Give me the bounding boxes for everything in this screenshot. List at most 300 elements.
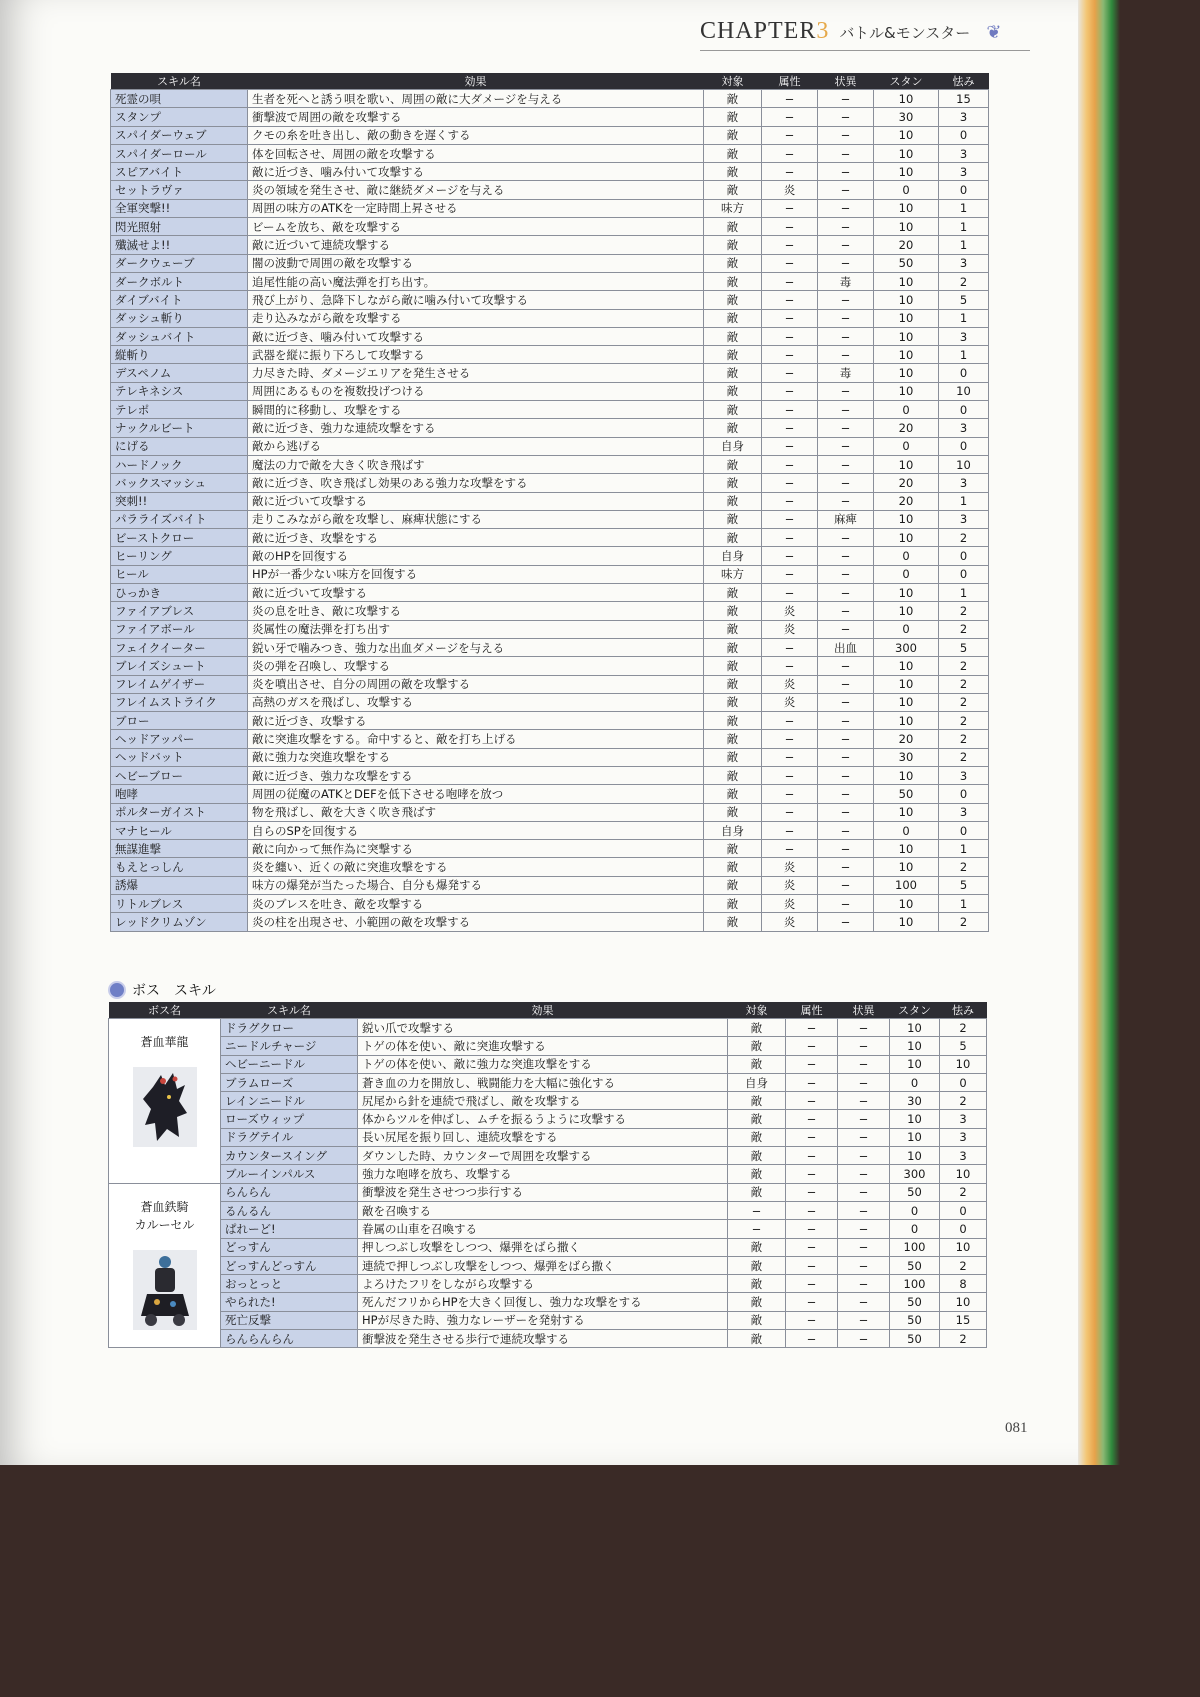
- table-cell: 強力な咆哮を放ち、攻撃する: [358, 1165, 728, 1183]
- table-cell: −: [762, 254, 818, 272]
- table-cell: 味方: [704, 199, 762, 217]
- table-cell: 50: [874, 254, 939, 272]
- table-cell: 敵: [704, 638, 762, 656]
- table-row: [111, 163, 989, 181]
- table-cell: 鋭い牙で噛みつき、強力な出血ダメージを与える: [248, 638, 704, 656]
- skill-name-cell: にげる: [111, 437, 248, 455]
- table-cell: 生者を死へと誘う唄を歌い、周囲の敵に大ダメージを与える: [248, 90, 704, 108]
- skill-name-cell: ファイアブレス: [111, 602, 248, 620]
- table-cell: 2: [940, 1183, 987, 1201]
- table-cell: 敵: [728, 1256, 786, 1274]
- table-cell: −: [838, 1019, 890, 1037]
- table-cell: −: [728, 1201, 786, 1219]
- column-header: 怯み: [940, 1002, 987, 1019]
- table-cell: −: [838, 1147, 890, 1165]
- boss-subname: カルーセル: [134, 1217, 195, 1232]
- table-cell: HPが一番少ない味方を回復する: [248, 565, 704, 583]
- table-cell: 0: [874, 437, 939, 455]
- table-cell: 周囲の味方のATKを一定時間上昇させる: [248, 199, 704, 217]
- skill-name-cell: 咆哮: [111, 785, 248, 803]
- table-cell: 敵: [704, 693, 762, 711]
- table-cell: −: [762, 565, 818, 583]
- table-cell: 敵: [704, 163, 762, 181]
- table-cell: 炎: [762, 620, 818, 638]
- table-cell: 0: [939, 785, 989, 803]
- table-cell: クモの糸を吐き出し、敵の動きを遅くする: [248, 126, 704, 144]
- table-cell: 敵: [704, 785, 762, 803]
- table-cell: 炎属性の魔法弾を打ち出す: [248, 620, 704, 638]
- table-row: [111, 766, 989, 784]
- table-cell: 炎: [762, 675, 818, 693]
- skill-name-cell: るんるん: [221, 1201, 358, 1219]
- table-cell: 10: [890, 1110, 940, 1128]
- table-cell: 1: [939, 309, 989, 327]
- table-cell: 1: [939, 492, 989, 510]
- table-cell: −: [762, 126, 818, 144]
- table-cell: 3: [939, 803, 989, 821]
- boss-portrait: [133, 1067, 197, 1147]
- table-row: [111, 236, 989, 254]
- column-header: 効果: [358, 1002, 728, 1019]
- table-cell: −: [818, 529, 874, 547]
- table-cell: 敵: [704, 382, 762, 400]
- table-cell: 2: [939, 272, 989, 290]
- skill-name-cell: ハードノック: [111, 455, 248, 473]
- table-cell: −: [818, 712, 874, 730]
- table-cell: 10: [874, 657, 939, 675]
- table-cell: 敵: [728, 1147, 786, 1165]
- table-cell: −: [818, 565, 874, 583]
- table-cell: −: [762, 730, 818, 748]
- table-cell: 0: [940, 1201, 987, 1219]
- table-cell: 走り込みながら敵を攻撃する: [248, 309, 704, 327]
- table-cell: −: [762, 382, 818, 400]
- table-cell: 2: [940, 1330, 987, 1348]
- table-cell: 敵: [704, 620, 762, 638]
- table-cell: −: [818, 657, 874, 675]
- skill-name-cell: ナックルビート: [111, 419, 248, 437]
- skill-name-cell: デスペノム: [111, 364, 248, 382]
- skill-name-cell: セットラヴァ: [111, 181, 248, 199]
- table-cell: 10: [890, 1147, 940, 1165]
- skill-name-cell: ニードルチャージ: [221, 1037, 358, 1055]
- skill-name-cell: ヘビーブロー: [111, 766, 248, 784]
- table-cell: −: [762, 547, 818, 565]
- table-cell: −: [838, 1238, 890, 1256]
- table-cell: 味方: [704, 565, 762, 583]
- table-cell: −: [762, 236, 818, 254]
- table-cell: −: [762, 437, 818, 455]
- table-cell: 10: [890, 1055, 940, 1073]
- table-cell: 10: [874, 584, 939, 602]
- table-cell: 50: [890, 1311, 940, 1329]
- table-cell: −: [818, 803, 874, 821]
- table-cell: 0: [874, 181, 939, 199]
- table-cell: −: [838, 1220, 890, 1238]
- skill-name-cell: もえとっしん: [111, 858, 248, 876]
- table-cell: −: [838, 1110, 890, 1128]
- skill-name-cell: やられた!: [221, 1293, 358, 1311]
- column-header: 効果: [248, 73, 704, 90]
- table-cell: 10: [940, 1055, 987, 1073]
- table-cell: 敵に近づき、強力な連続攻撃をする: [248, 419, 704, 437]
- table-cell: −: [838, 1311, 890, 1329]
- table-cell: −: [786, 1165, 838, 1183]
- table-row: [111, 712, 989, 730]
- table-cell: 5: [939, 876, 989, 894]
- table-cell: 2: [939, 620, 989, 638]
- table-cell: 敵: [704, 419, 762, 437]
- table-cell: 敵: [728, 1110, 786, 1128]
- skill-name-cell: おっとっと: [221, 1275, 358, 1293]
- table-row: [111, 346, 989, 364]
- table-cell: 20: [874, 474, 939, 492]
- skill-name-cell: 全軍突撃!!: [111, 199, 248, 217]
- table-cell: 敵に近づいて攻撃する: [248, 584, 704, 602]
- table-cell: 10: [939, 382, 989, 400]
- column-header: スタン: [890, 1002, 940, 1019]
- skill-name-cell: らんらん: [221, 1183, 358, 1201]
- table-cell: 炎の息を吐き、敵に攻撃する: [248, 602, 704, 620]
- table-cell: −: [762, 638, 818, 656]
- table-cell: 0: [939, 364, 989, 382]
- monster-skill-table: [110, 73, 989, 932]
- table-cell: 敵: [704, 108, 762, 126]
- table-cell: 2: [939, 693, 989, 711]
- boss-portrait: [133, 1250, 197, 1330]
- table-cell: 敵: [728, 1128, 786, 1146]
- table-cell: −: [818, 126, 874, 144]
- table-cell: 敵: [728, 1183, 786, 1201]
- table-cell: 10: [874, 712, 939, 730]
- table-cell: 2: [939, 602, 989, 620]
- table-row: [111, 565, 989, 583]
- table-cell: 敵に強力な突進攻撃をする: [248, 748, 704, 766]
- table-row: [109, 1238, 987, 1256]
- table-row: [111, 895, 989, 913]
- table-row: [109, 1073, 987, 1091]
- table-cell: 敵: [728, 1238, 786, 1256]
- table-cell: 300: [874, 638, 939, 656]
- table-cell: −: [818, 437, 874, 455]
- table-cell: 10: [874, 510, 939, 528]
- table-cell: 100: [890, 1275, 940, 1293]
- table-cell: 1: [939, 840, 989, 858]
- table-row: [111, 876, 989, 894]
- table-cell: 衝撃波を発生させつつ歩行する: [358, 1183, 728, 1201]
- table-cell: 0: [890, 1201, 940, 1219]
- table-cell: 敵: [704, 858, 762, 876]
- table-cell: HPが尽きた時、強力なレーザーを発射する: [358, 1311, 728, 1329]
- table-cell: −: [786, 1238, 838, 1256]
- table-cell: −: [786, 1183, 838, 1201]
- table-cell: 炎: [762, 181, 818, 199]
- table-cell: 走りこみながら敵を攻撃し、麻痺状態にする: [248, 510, 704, 528]
- boss-table-header-row: [109, 1002, 987, 1019]
- table-cell: −: [786, 1275, 838, 1293]
- table-cell: −: [838, 1055, 890, 1073]
- table-cell: −: [838, 1293, 890, 1311]
- skill-name-cell: テレキネシス: [111, 382, 248, 400]
- table-cell: −: [728, 1220, 786, 1238]
- table-cell: ダウンした時、カウンターで周囲を攻撃する: [358, 1147, 728, 1165]
- table-cell: 炎: [762, 693, 818, 711]
- table-cell: −: [786, 1092, 838, 1110]
- table-cell: 敵に近づいて連続攻撃する: [248, 236, 704, 254]
- table-row: [111, 126, 989, 144]
- table-cell: −: [762, 163, 818, 181]
- table-cell: −: [818, 218, 874, 236]
- table-cell: トゲの体を使い、敵に強力な突進攻撃をする: [358, 1055, 728, 1073]
- skill-name-cell: ポルターガイスト: [111, 803, 248, 821]
- table-cell: 2: [940, 1019, 987, 1037]
- table-cell: 50: [890, 1256, 940, 1274]
- table-cell: 10: [874, 693, 939, 711]
- table-cell: 0: [890, 1220, 940, 1238]
- column-header: 怯み: [939, 73, 989, 90]
- table-cell: 敵: [704, 272, 762, 290]
- skill-name-cell: ドラグクロー: [221, 1019, 358, 1037]
- table-cell: 敵: [704, 766, 762, 784]
- table-cell: −: [818, 108, 874, 126]
- table-cell: 敵: [704, 657, 762, 675]
- table-cell: 8: [940, 1275, 987, 1293]
- table-cell: 敵: [704, 913, 762, 931]
- table-row: [111, 144, 989, 162]
- table-cell: −: [818, 675, 874, 693]
- table-cell: −: [818, 419, 874, 437]
- table-cell: 炎のブレスを吐き、敵を攻撃する: [248, 895, 704, 913]
- table-cell: 2: [939, 529, 989, 547]
- table-cell: −: [762, 218, 818, 236]
- skill-name-cell: リトルブレス: [111, 895, 248, 913]
- column-header: 状異: [818, 73, 874, 90]
- table-cell: よろけたフリをしながら攻撃する: [358, 1275, 728, 1293]
- skill-name-cell: スピアバイト: [111, 163, 248, 181]
- table-cell: 0: [939, 437, 989, 455]
- table-cell: −: [762, 309, 818, 327]
- table-cell: 敵: [704, 254, 762, 272]
- table-cell: 敵: [704, 748, 762, 766]
- table-cell: −: [786, 1293, 838, 1311]
- table-cell: −: [818, 90, 874, 108]
- table-cell: 2: [939, 657, 989, 675]
- table-cell: 50: [890, 1183, 940, 1201]
- table-cell: 20: [874, 730, 939, 748]
- skill-name-cell: ダッシュ斬り: [111, 309, 248, 327]
- table-cell: 敵に近づき、噛み付いて攻撃する: [248, 327, 704, 345]
- table-cell: 体からツルを伸ばし、ムチを振るうように攻撃する: [358, 1110, 728, 1128]
- table-row: [111, 693, 989, 711]
- table-cell: 敵: [704, 90, 762, 108]
- table-cell: 長い尻尾を振り回し、連続攻撃をする: [358, 1128, 728, 1146]
- page-number: 081: [1005, 1420, 1028, 1436]
- table-cell: 周囲にあるものを複数投げつける: [248, 382, 704, 400]
- skill-name-cell: ブラムローズ: [221, 1073, 358, 1091]
- table-cell: −: [762, 144, 818, 162]
- table-cell: 10: [874, 675, 939, 693]
- table-cell: −: [786, 1256, 838, 1274]
- table-cell: 30: [874, 108, 939, 126]
- table-cell: −: [762, 821, 818, 839]
- table-cell: −: [838, 1201, 890, 1219]
- table-cell: 50: [890, 1330, 940, 1348]
- table-cell: 衝撃波を発生させる歩行で連続攻撃する: [358, 1330, 728, 1348]
- boss-section-title-text: ボス スキル: [132, 983, 216, 999]
- table-row: [111, 840, 989, 858]
- table-cell: 敵: [704, 584, 762, 602]
- table-cell: −: [818, 163, 874, 181]
- table-cell: 炎: [762, 876, 818, 894]
- table-cell: 敵に近づき、噛み付いて攻撃する: [248, 163, 704, 181]
- table-cell: −: [786, 1147, 838, 1165]
- table-row: [111, 913, 989, 931]
- table-row: [111, 455, 989, 473]
- table-cell: −: [838, 1092, 890, 1110]
- table-cell: 尻尾から針を連続で飛ばし、敵を攻撃する: [358, 1092, 728, 1110]
- skill-name-cell: ビーストクロー: [111, 529, 248, 547]
- table-cell: 10: [940, 1165, 987, 1183]
- table-cell: 炎: [762, 602, 818, 620]
- table-cell: 10: [874, 291, 939, 309]
- table-cell: 体を回転させ、周囲の敵を攻撃する: [248, 144, 704, 162]
- table-row: [111, 602, 989, 620]
- table-cell: 敵: [704, 876, 762, 894]
- table-cell: 3: [939, 510, 989, 528]
- table-cell: −: [762, 529, 818, 547]
- table-row: [111, 620, 989, 638]
- column-header: スキル名: [111, 73, 248, 90]
- table-cell: 30: [890, 1092, 940, 1110]
- table-row: [109, 1256, 987, 1274]
- table-cell: 敵: [728, 1055, 786, 1073]
- table-cell: 周囲の従魔のATKとDEFを低下させる咆哮を放つ: [248, 785, 704, 803]
- table-cell: 100: [874, 876, 939, 894]
- table-cell: 麻痺: [818, 510, 874, 528]
- table-cell: −: [762, 803, 818, 821]
- skill-name-cell: スパイダーロール: [111, 144, 248, 162]
- table-cell: 10: [874, 895, 939, 913]
- table-cell: −: [818, 895, 874, 913]
- table-cell: −: [818, 492, 874, 510]
- skill-name-cell: ダークウェーブ: [111, 254, 248, 272]
- table-cell: 敵: [704, 126, 762, 144]
- skill-name-cell: ファイアボール: [111, 620, 248, 638]
- table-cell: 敵: [728, 1037, 786, 1055]
- table-cell: 0: [874, 547, 939, 565]
- table-cell: 2: [939, 858, 989, 876]
- header-divider: [700, 50, 1030, 51]
- table-cell: 2: [939, 913, 989, 931]
- table-cell: 10: [874, 803, 939, 821]
- skill-name-cell: バックスマッシュ: [111, 474, 248, 492]
- skill-name-cell: どっすんどっすん: [221, 1256, 358, 1274]
- table-cell: 10: [874, 346, 939, 364]
- table-row: [109, 1055, 987, 1073]
- table-cell: 3: [939, 144, 989, 162]
- table-cell: 敵に向かって無作為に突撃する: [248, 840, 704, 858]
- table-cell: 3: [939, 327, 989, 345]
- skill-name-cell: ドラグテイル: [221, 1128, 358, 1146]
- table-cell: 100: [890, 1238, 940, 1256]
- table-cell: 敵を召喚する: [358, 1201, 728, 1219]
- table-row: [111, 90, 989, 108]
- table-row: [111, 858, 989, 876]
- table-cell: −: [786, 1128, 838, 1146]
- table-row: [111, 584, 989, 602]
- table-cell: −: [762, 840, 818, 858]
- skill-name-cell: ダークボルト: [111, 272, 248, 290]
- table-cell: 自身: [704, 437, 762, 455]
- table-cell: 3: [939, 254, 989, 272]
- table-cell: −: [838, 1073, 890, 1091]
- table-row: [109, 1201, 987, 1219]
- table-cell: 敵: [704, 803, 762, 821]
- skill-name-cell: スパイダーウェブ: [111, 126, 248, 144]
- table-cell: 敵: [704, 675, 762, 693]
- table-cell: −: [818, 291, 874, 309]
- table-cell: −: [818, 693, 874, 711]
- table-cell: −: [818, 382, 874, 400]
- table-row: [111, 199, 989, 217]
- skill-name-cell: 縦斬り: [111, 346, 248, 364]
- table-row: [109, 1311, 987, 1329]
- table-row: [111, 419, 989, 437]
- table-cell: −: [818, 602, 874, 620]
- table-cell: 10: [874, 858, 939, 876]
- table-cell: 10: [874, 840, 939, 858]
- table-cell: 敵: [704, 510, 762, 528]
- table-row: [111, 474, 989, 492]
- table-cell: 敵: [704, 730, 762, 748]
- table-cell: −: [818, 840, 874, 858]
- table-cell: 10: [874, 766, 939, 784]
- table-cell: −: [818, 547, 874, 565]
- table-cell: 衝撃波で周囲の敵を攻撃する: [248, 108, 704, 126]
- boss-name-cell: [109, 1183, 221, 1348]
- table-cell: −: [838, 1165, 890, 1183]
- table-cell: 敵: [728, 1092, 786, 1110]
- table-cell: −: [762, 766, 818, 784]
- table-cell: −: [762, 712, 818, 730]
- table-cell: −: [762, 401, 818, 419]
- table-cell: 5: [939, 291, 989, 309]
- table-cell: 10: [874, 199, 939, 217]
- table-row: [111, 254, 989, 272]
- table-cell: 炎: [762, 913, 818, 931]
- skill-name-cell: ヒーリング: [111, 547, 248, 565]
- table-cell: 敵: [704, 529, 762, 547]
- table-cell: 炎を噴出させ、自分の周囲の敵を攻撃する: [248, 675, 704, 693]
- boss-section-title: [108, 980, 216, 1000]
- table-cell: 敵に近づいて攻撃する: [248, 492, 704, 510]
- skill-name-cell: 誘爆: [111, 876, 248, 894]
- table-cell: 15: [939, 90, 989, 108]
- table-cell: 味方の爆発が当たった場合、自分も爆発する: [248, 876, 704, 894]
- skill-name-cell: パラライズバイト: [111, 510, 248, 528]
- table-cell: 3: [939, 419, 989, 437]
- table-cell: −: [762, 584, 818, 602]
- boss-name-cell: [109, 1019, 221, 1184]
- table-cell: 死んだフリからHPを大きく回復し、強力な攻撃をする: [358, 1293, 728, 1311]
- table-cell: 炎: [762, 858, 818, 876]
- table-row: [109, 1275, 987, 1293]
- table-cell: 力尽きた時、ダメージエリアを発生させる: [248, 364, 704, 382]
- table-row: [111, 364, 989, 382]
- skill-name-cell: らんらんらん: [221, 1330, 358, 1348]
- table-cell: −: [838, 1330, 890, 1348]
- skill-name-cell: ヘッドアッパー: [111, 730, 248, 748]
